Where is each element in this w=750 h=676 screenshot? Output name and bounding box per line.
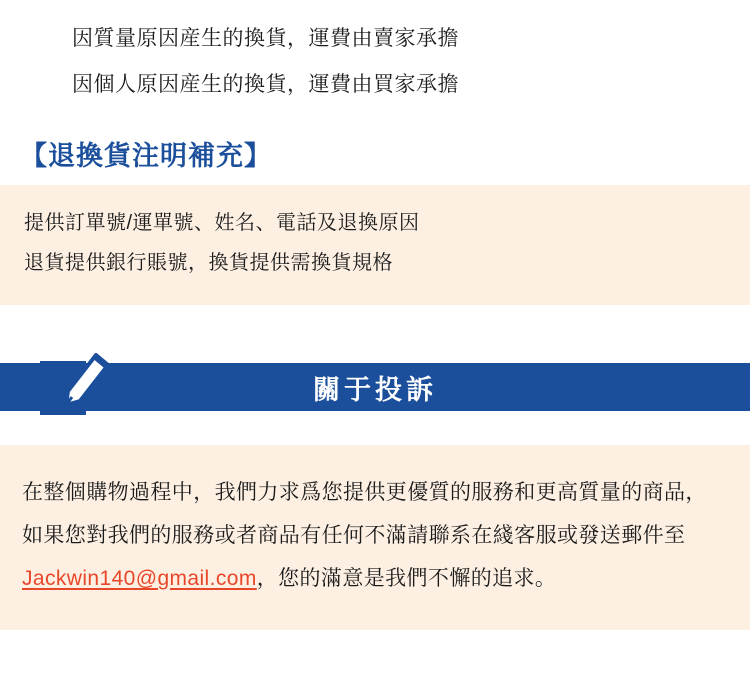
note-block <box>0 185 750 305</box>
note-line: 提供訂單號/運單號、姓名、電話及退換原因 <box>24 212 420 234</box>
note-section-heading: 【退換貨注明補充】 <box>20 141 272 171</box>
return-policy-line: 因個人原因産生的換貨，運費由買家承擔 <box>72 73 459 96</box>
complaint-banner-title: 關于投訴 <box>313 374 437 405</box>
complaint-body-prefix: 在整個購物過程中，我們力求爲您提供更優質的服務和更高質量的商品，如果您對我們的服務或者商品有任何不滿請聯系在綫客服或發送郵件至 <box>22 481 707 547</box>
pencil-write-icon <box>38 347 114 421</box>
note-line: 退貨提供銀行賬號，換貨提供需換貨規格 <box>24 252 393 274</box>
complaint-body-suffix: ，您的滿意是我們不懈的追求。 <box>256 567 557 590</box>
return-policy-line: 因質量原因産生的換貨，運費由賣家承擔 <box>72 27 459 50</box>
complaint-body-block <box>0 445 750 630</box>
support-email-link[interactable]: Jackwin140@gmail.com <box>22 567 257 590</box>
return-policy-lines <box>0 0 750 108</box>
complaint-body-text <box>22 471 728 600</box>
complaint-banner <box>0 353 750 419</box>
